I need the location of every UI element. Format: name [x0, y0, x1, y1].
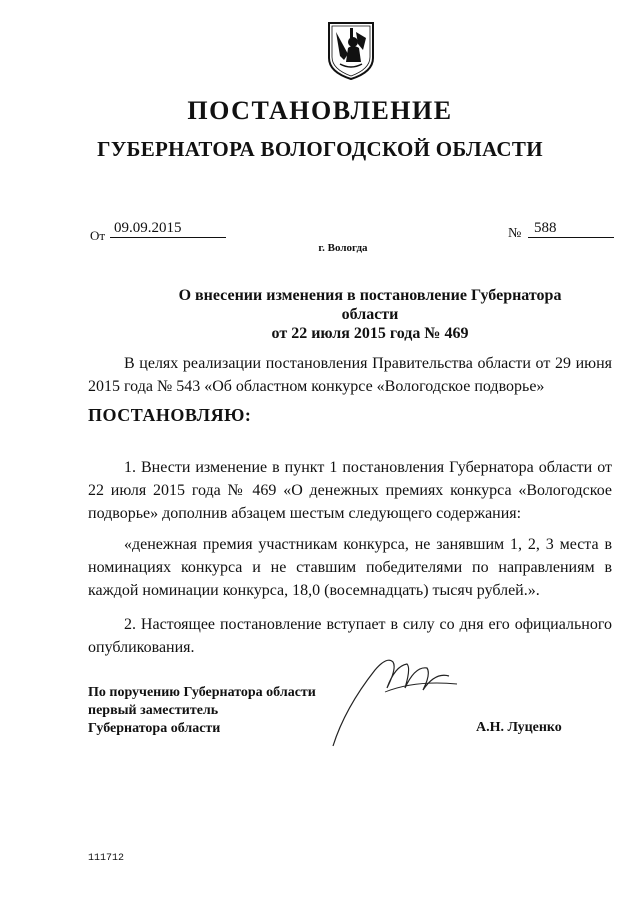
signatory-position — [88, 684, 316, 738]
date-label: От — [90, 228, 106, 243]
preamble-paragraph: В целях реализации постановления Правительства области от 29 июня 2015 года № 543 «Об областном конкурсе «Вологодское подворье» — [88, 355, 612, 395]
signatory-name: А.Н. Луценко — [476, 720, 562, 735]
number-label: № — [508, 226, 522, 241]
document-title: ПОСТАНОВЛЕНИЕ — [187, 96, 453, 125]
signatory-line-3: Губернатора области — [88, 721, 221, 736]
item-2-paragraph: 2. Настоящее постановление вступает в силу со дня его официального опубликования. — [88, 616, 612, 656]
document-subtitle: ГУБЕРНАТОРА ВОЛОГОДСКОЙ ОБЛАСТИ — [97, 137, 543, 161]
document-code: 111712 — [88, 853, 125, 864]
document-subject — [150, 286, 590, 343]
city: г. Вологда — [318, 242, 368, 254]
quote-paragraph: «денежная премия участникам конкурса, не занявшим 1, 2, 3 места в номинациях конкурса и не ставшим победителями по направлениям в каждой номинации конкурса, 18,0 (восемнадцать) тысяч рублей.». — [88, 536, 612, 599]
document-number: 588 — [528, 220, 614, 238]
subject-line-1: О внесении изменения в постановление Губернатора области — [178, 287, 562, 323]
document-date: 09.09.2015 — [110, 220, 226, 238]
signatory-line-2: первый заместитель — [88, 703, 219, 718]
signatory-line-1: По поручению Губернатора области — [88, 685, 316, 700]
decree-heading: ПОСТАНОВЛЯЮ: — [88, 405, 252, 425]
item-1-paragraph: 1. Внести изменение в пункт 1 постановления Губернатора области от 22 июля 2015 года № 469 «О денежных премиях конкурса «Вологодское подворье» дополнив абзацем шестым следующего содержания: — [88, 459, 612, 522]
handwritten-signature — [325, 648, 465, 748]
subject-line-2: от 22 июля 2015 года № 469 — [271, 325, 469, 342]
coat-of-arms-icon — [326, 20, 376, 82]
